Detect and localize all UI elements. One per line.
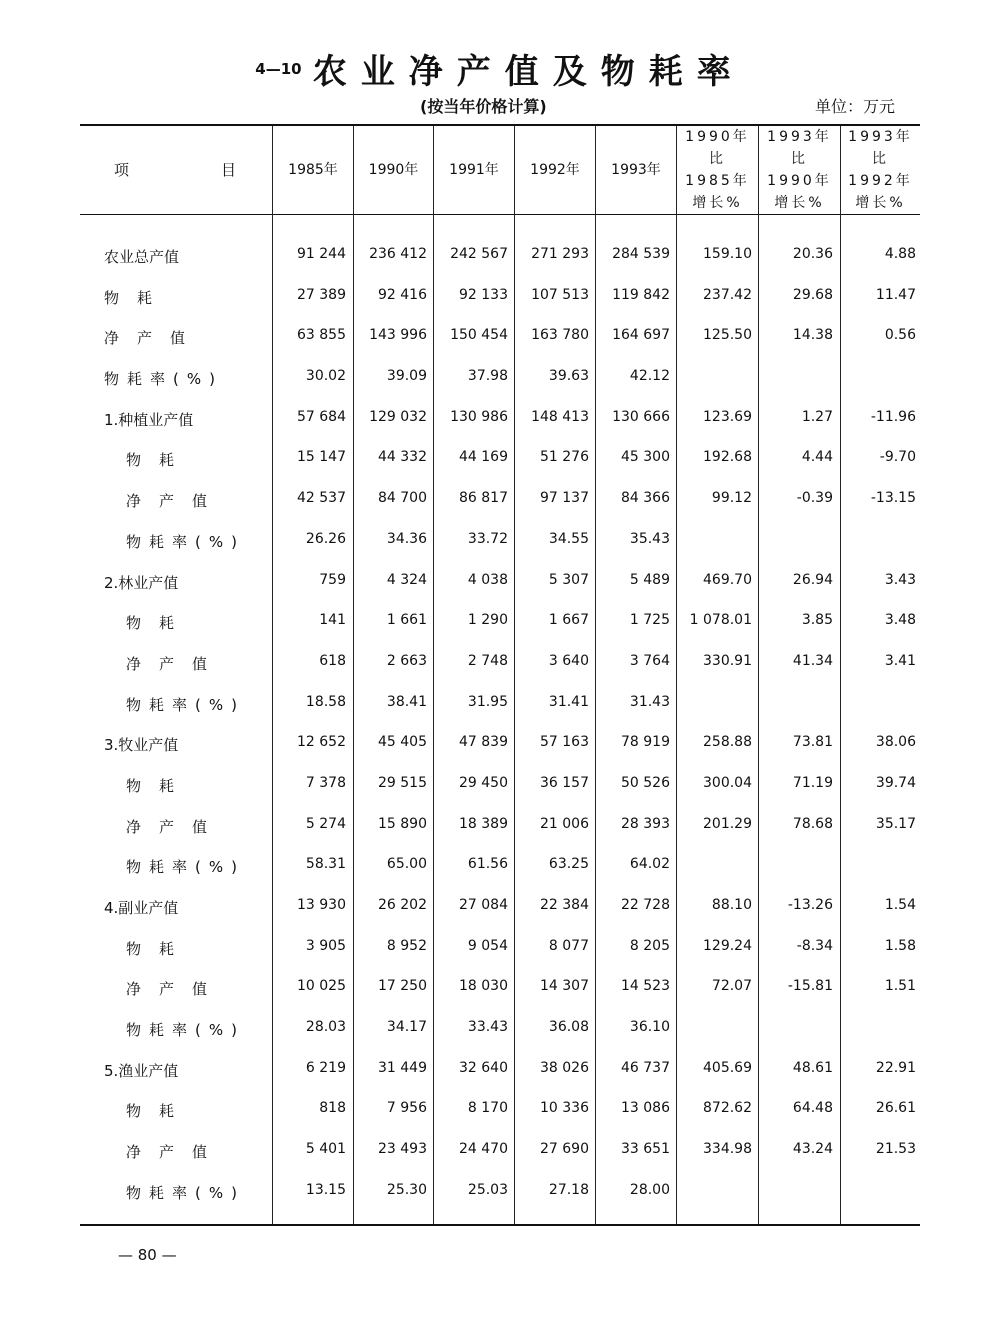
table-cell: 26.94: [792, 571, 833, 588]
table-cell: 8 952: [386, 937, 427, 954]
table-cell: 21 006: [540, 815, 589, 832]
table-cell: 30.02: [305, 368, 346, 385]
table-cell: 4 038: [467, 571, 508, 588]
table-cell: 64.48: [792, 1100, 833, 1117]
table-cell: 405.69: [703, 1059, 752, 1076]
table-cell: 37.98: [467, 368, 508, 385]
table-cell: 141: [319, 612, 346, 629]
table-cell: 25.03: [467, 1181, 508, 1198]
table-cell: 57 163: [540, 734, 589, 751]
row-label: 物耗率(%): [126, 1021, 245, 1040]
table-cell: 31.95: [467, 693, 508, 710]
table-cell: 44 169: [459, 449, 508, 466]
table-cell: 91 244: [297, 246, 346, 262]
table-cell: 23 493: [378, 1141, 427, 1158]
table-cell: 6 219: [305, 1059, 346, 1076]
table-cell: 3 640: [548, 652, 589, 669]
row-label: 1.种植业产值: [104, 410, 194, 429]
table-cell: 33 651: [621, 1141, 670, 1158]
table-title-text: 农业净产值及物耗率: [312, 52, 745, 92]
table-cell: 163 780: [531, 327, 589, 344]
table-cell: 39.63: [548, 368, 589, 385]
table-cell: 47 839: [459, 734, 508, 751]
table-cell: 41.34: [792, 652, 833, 669]
table-cell: 92 416: [378, 286, 427, 303]
page-number: — 80 —: [118, 1246, 177, 1264]
table-cell: 84 700: [378, 490, 427, 507]
table-cell: 18 389: [459, 815, 508, 832]
table-cell: 61.56: [467, 856, 508, 873]
table-cell: 35.43: [629, 530, 670, 547]
table-cell: 150 454: [450, 327, 508, 344]
table-cell: 2 748: [467, 652, 508, 669]
header-year-1991: 1991年: [449, 162, 499, 178]
table-cell: 34.36: [386, 530, 427, 547]
table-cell: 1 078.01: [689, 612, 752, 629]
row-label: 3.牧业产值: [104, 736, 179, 755]
table-cell: 107 513: [531, 286, 589, 303]
table-cell: -0.39: [796, 490, 833, 507]
table-cell: 1 290: [467, 612, 508, 629]
table-cell: -11.96: [870, 408, 916, 425]
row-label: 净产值: [126, 492, 226, 511]
table-cell: 42 537: [297, 490, 346, 507]
header-growth-1993-1990: 1993年比 1990年 增长%: [767, 129, 832, 211]
table-cell: 469.70: [703, 571, 752, 588]
row-label: 物耗率(%): [126, 1183, 245, 1202]
table-cell: 9 054: [467, 937, 508, 954]
table-cell: 258.88: [703, 734, 752, 751]
table-row: [80, 643, 920, 684]
table-cell: 29 515: [378, 774, 427, 791]
table-row: [80, 1131, 920, 1172]
table-row: [80, 358, 920, 399]
table-cell: 36 157: [540, 774, 589, 791]
table-cell: 8 205: [629, 937, 670, 954]
table-cell: 759: [319, 571, 346, 588]
table-cell: 14 307: [540, 978, 589, 995]
table-cell: 27.18: [548, 1181, 589, 1198]
table-cell: 129.24: [703, 937, 752, 954]
table-cell: 7 378: [305, 774, 346, 791]
table-cell: 3 905: [305, 937, 346, 954]
table-row: [80, 968, 920, 1009]
row-label: 物耗率(%): [104, 370, 223, 389]
row-label: 5.渔业产值: [104, 1061, 179, 1080]
table-cell: 18 030: [459, 978, 508, 995]
table-cell: 50 526: [621, 774, 670, 791]
table-cell: 4 324: [386, 571, 427, 588]
table-cell: 26.26: [305, 530, 346, 547]
table-cell: 129 032: [369, 408, 427, 425]
table-cell: 8 077: [548, 937, 589, 954]
table-row: [80, 1050, 920, 1091]
table-row: [80, 1172, 920, 1213]
table-cell: 0.56: [884, 327, 916, 344]
row-label: 物耗率(%): [126, 532, 245, 551]
table-cell: 36.10: [629, 1019, 670, 1036]
table-cell: 14 523: [621, 978, 670, 995]
row-label: 物耗率(%): [126, 858, 245, 877]
row-label: 物耗: [126, 939, 193, 958]
unit-label: 单位：万元: [815, 97, 896, 116]
table-cell: 618: [319, 652, 346, 669]
table-row: [80, 765, 920, 806]
table-cell: 159.10: [703, 246, 752, 262]
table-cell: -8.34: [796, 937, 833, 954]
table-cell: 334.98: [703, 1141, 752, 1158]
table-cell: 63.25: [548, 856, 589, 873]
table-cell: 25.30: [386, 1181, 427, 1198]
table-cell: 31 449: [378, 1059, 427, 1076]
table-row: [80, 399, 920, 440]
table-cell: 84 366: [621, 490, 670, 507]
table-cell: 3.41: [884, 652, 916, 669]
table-cell: 26 202: [378, 897, 427, 913]
table-cell: 130 666: [612, 408, 670, 425]
table-cell: 78.68: [792, 815, 833, 832]
row-label: 4.副业产值: [104, 899, 179, 917]
table-cell: 1.27: [801, 408, 833, 425]
table-cell: 51 276: [540, 449, 589, 466]
table-cell: 192.68: [703, 449, 752, 466]
table-cell: 46 737: [621, 1059, 670, 1076]
table-cell: 38.06: [875, 734, 916, 751]
table-cell: 73.81: [792, 734, 833, 751]
table-row: [80, 887, 920, 928]
table-cell: 13 086: [621, 1100, 670, 1117]
table-cell: 39.09: [386, 368, 427, 385]
header-growth-1990-1985: 1990年比 1985年 增长%: [685, 129, 750, 211]
table-title: [0, 44, 1000, 93]
table-cell: 34.55: [548, 530, 589, 547]
bottom-rule: [80, 1224, 920, 1226]
row-label: 净产值: [126, 980, 226, 999]
table-cell: 237.42: [703, 286, 752, 303]
table-cell: 7 956: [386, 1100, 427, 1117]
table-cell: -9.70: [879, 449, 916, 466]
table-cell: 5 489: [629, 571, 670, 588]
row-label: 物耗: [126, 614, 193, 633]
table-cell: 78 919: [621, 734, 670, 751]
table-cell: 818: [319, 1100, 346, 1117]
header-item: [80, 126, 272, 214]
table-cell: 63 855: [297, 327, 346, 344]
table-cell: 64.02: [629, 856, 670, 873]
table-cell: 22 728: [621, 897, 670, 913]
table-cell: 1.51: [884, 978, 916, 995]
table-cell: 45 405: [378, 734, 427, 751]
row-label: 净产值: [104, 329, 204, 348]
table-cell: 1.54: [884, 897, 916, 913]
row-label: 物耗: [126, 1102, 193, 1121]
table-cell: 48.61: [792, 1059, 833, 1076]
table-row: [80, 521, 920, 562]
table-cell: 27 690: [540, 1141, 589, 1158]
row-label: 净产值: [126, 817, 226, 836]
table-cell: 3.43: [884, 571, 916, 588]
table-cell: 284 539: [612, 246, 670, 262]
table-number: 4—10: [255, 59, 302, 78]
table-cell: 4.88: [884, 246, 916, 262]
table-cell: 21.53: [875, 1141, 916, 1158]
table-row: [80, 724, 920, 765]
row-label: 净产值: [126, 654, 226, 673]
row-label: 农业总产值: [104, 248, 180, 266]
table-cell: 43.24: [792, 1141, 833, 1158]
row-label: 物耗: [126, 776, 193, 795]
row-label: 2.林业产值: [104, 573, 179, 592]
table-cell: 29 450: [459, 774, 508, 791]
table-cell: 97 137: [540, 490, 589, 507]
table-cell: 28 393: [621, 815, 670, 832]
table-cell: 39.74: [875, 774, 916, 791]
table-cell: 28.00: [629, 1181, 670, 1198]
table-cell: 15 147: [297, 449, 346, 466]
table-cell: -13.15: [870, 490, 916, 507]
table-cell: 300.04: [703, 774, 752, 791]
table-cell: 17 250: [378, 978, 427, 995]
header-year-1993: 1993年: [611, 162, 661, 178]
header-year-1990: 1990年: [368, 162, 419, 178]
table-row: [80, 806, 920, 847]
table-cell: 35.17: [875, 815, 916, 832]
table-subtitle: (按当年价格计算): [420, 97, 547, 116]
table-cell: 36.08: [548, 1019, 589, 1036]
table-cell: 99.12: [711, 490, 752, 507]
table-cell: -15.81: [787, 978, 833, 995]
table-row: [80, 602, 920, 643]
table-cell: 143 996: [369, 327, 427, 344]
table-cell: 1 667: [548, 612, 589, 629]
header-year-1992: 1992年: [530, 162, 580, 178]
table-cell: 27 389: [297, 286, 346, 303]
table-row: [80, 562, 920, 603]
table-cell: 5 401: [305, 1141, 346, 1158]
header-growth-1993-1992: 1993年比 1992年 增长%: [848, 129, 913, 211]
table-cell: 3 764: [629, 652, 670, 669]
table-cell: 1.58: [884, 937, 916, 954]
table-cell: 22.91: [875, 1059, 916, 1076]
table-cell: 28.03: [305, 1019, 346, 1036]
table-cell: 31.43: [629, 693, 670, 710]
table-cell: 86 817: [459, 490, 508, 507]
table-cell: 5 274: [305, 815, 346, 832]
table-cell: 45 300: [621, 449, 670, 466]
table-cell: 58.31: [305, 856, 346, 873]
table-cell: 32 640: [459, 1059, 508, 1076]
table-cell: 10 025: [297, 978, 346, 995]
table-cell: 18.58: [305, 693, 346, 710]
table-cell: 10 336: [540, 1100, 589, 1117]
table-cell: 164 697: [612, 327, 670, 344]
table-cell: 271 293: [531, 246, 589, 262]
table-cell: 242 567: [450, 246, 508, 262]
table-row: [80, 1009, 920, 1050]
table-cell: 72.07: [711, 978, 752, 995]
table-cell: 33.72: [467, 530, 508, 547]
table-row: [80, 684, 920, 725]
table-cell: 2 663: [386, 652, 427, 669]
table-row: [80, 846, 920, 887]
table-cell: 148 413: [531, 408, 589, 425]
table-cell: 15 890: [378, 815, 427, 832]
table-cell: 130 986: [450, 408, 508, 425]
table-cell: 12 652: [297, 734, 346, 751]
table-cell: 3.85: [801, 612, 833, 629]
table-row: [80, 1090, 920, 1131]
row-label: 物耗: [126, 451, 193, 470]
table-cell: 33.43: [467, 1019, 508, 1036]
table-cell: 11.47: [875, 286, 916, 303]
table-cell: 57 684: [297, 408, 346, 425]
table-cell: 27 084: [459, 897, 508, 913]
row-label: 物耗率(%): [126, 695, 245, 714]
table-cell: 125.50: [703, 327, 752, 344]
table-cell: 13 930: [297, 897, 346, 913]
table-cell: 201.29: [703, 815, 752, 832]
table-cell: 92 133: [459, 286, 508, 303]
table-cell: 330.91: [703, 652, 752, 669]
table-row: [80, 928, 920, 969]
table-body: [80, 236, 920, 1213]
table-cell: 4.44: [801, 449, 833, 466]
table-cell: 88.10: [711, 897, 752, 913]
header-rule: [80, 214, 920, 215]
table-cell: 31.41: [548, 693, 589, 710]
table-cell: 119 842: [612, 286, 670, 303]
table-cell: 44 332: [378, 449, 427, 466]
table-cell: 1 725: [629, 612, 670, 629]
table-row: [80, 317, 920, 358]
table-cell: 236 412: [369, 246, 427, 262]
header-item-char-2: 目: [220, 161, 236, 179]
table-cell: 8 170: [467, 1100, 508, 1117]
table-cell: 22 384: [540, 897, 589, 913]
table-cell: 65.00: [386, 856, 427, 873]
table-cell: 26.61: [875, 1100, 916, 1117]
table-row: [80, 236, 920, 277]
table-cell: 71.19: [792, 774, 833, 791]
table-row: [80, 277, 920, 318]
table-cell: 38.41: [386, 693, 427, 710]
row-label: 物耗: [104, 288, 171, 307]
row-label: 净产值: [126, 1143, 226, 1162]
table-row: [80, 480, 920, 521]
table-cell: 13.15: [305, 1181, 346, 1198]
table-cell: 34.17: [386, 1019, 427, 1036]
table-cell: 42.12: [629, 368, 670, 385]
table-cell: 5 307: [548, 571, 589, 588]
table-cell: 38 026: [540, 1059, 589, 1076]
table-cell: -13.26: [787, 897, 833, 913]
table-row: [80, 439, 920, 480]
table-cell: 29.68: [792, 286, 833, 303]
header-year-1985: 1985年: [288, 162, 338, 178]
table-cell: 872.62: [703, 1100, 752, 1117]
table-cell: 24 470: [459, 1141, 508, 1158]
header-item-char-1: 项: [114, 161, 130, 179]
table-cell: 20.36: [792, 246, 833, 262]
table-cell: 123.69: [703, 408, 752, 425]
table-cell: 14.38: [792, 327, 833, 344]
table-cell: 3.48: [884, 612, 916, 629]
table-cell: 1 661: [386, 612, 427, 629]
